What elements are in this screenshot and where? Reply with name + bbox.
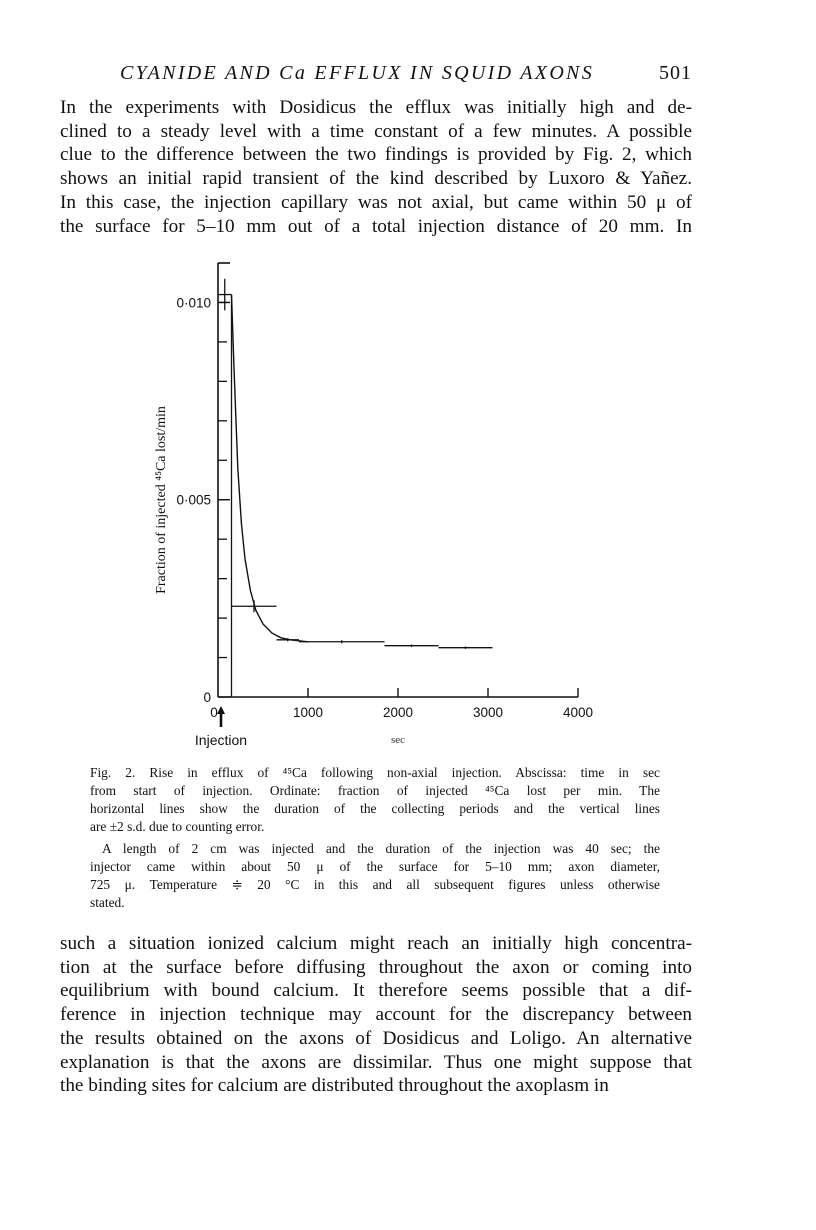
x-tick-label: 0 <box>210 705 218 720</box>
text-line: tion at the surface before diffusing throughout the axon or coming into <box>60 956 692 978</box>
text-line: the surface for 5–10 mm out of a total injection distance of 20 mm. In <box>60 215 692 237</box>
running-title: CYANIDE AND Ca EFFLUX IN SQUID AXONS <box>120 62 595 84</box>
text-line: In this case, the injection capillary was not axial, but came within 50 μ of <box>60 191 692 213</box>
injection-label: Injection <box>194 732 248 748</box>
caption-line: injector came within about 50 μ of the surface for 5–10 mm; axon diameter, <box>90 859 660 874</box>
caption-line: stated. <box>90 895 125 910</box>
x-tick-label: 3000 <box>472 705 504 720</box>
x-tick-label: 4000 <box>562 705 594 720</box>
page-header <box>60 62 692 90</box>
text-line: clined to a steady level with a time constant of a few minutes. A possible <box>60 120 692 142</box>
figure-2 <box>0 250 816 760</box>
x-axis-label: sec <box>390 734 406 746</box>
y-axis-label: Fraction of injected ⁴⁵Ca lost/min <box>154 406 169 594</box>
caption-line: from start of injection. Ordinate: fraction of injected ⁴⁵Ca lost per min. The <box>90 783 660 798</box>
caption-line: 725 μ. Temperature ≑ 20 °C in this and all subsequent figures unless otherwise <box>90 877 660 892</box>
fitted-curve <box>232 295 309 642</box>
text-line: shows an initial rapid transient of the kind described by Luxoro & Yañez. <box>60 168 692 190</box>
text-line: ference in injection technique may account for the discrepancy between <box>60 1004 692 1026</box>
x-tick-label: 2000 <box>382 705 414 720</box>
text-line: explanation is that the axons are dissimilar. Thus one might suppose that <box>60 1051 692 1073</box>
y-tick-label: 0·010 <box>176 295 211 311</box>
figure-caption <box>90 764 660 836</box>
caption-line: Fig. 2. Rise in efflux of ⁴⁵Ca following non-axial injection. Abscissa: time in sec <box>90 765 660 780</box>
text-line: In the experiments with Dosidicus the efflux was initially high and de- <box>60 97 692 118</box>
text-line: the binding sites for calcium are distributed throughout the axoplasm in <box>60 1075 609 1097</box>
y-tick-label: 0 <box>203 690 211 705</box>
body-paragraph-bottom <box>60 932 692 1098</box>
x-tick-label: 1000 <box>292 705 324 720</box>
caption-line: are ±2 s.d. due to counting error. <box>90 819 265 834</box>
text-line: such a situation ionized calcium might reach an initially high concentra- <box>60 933 692 954</box>
caption-line: horizontal lines show the duration of the collecting periods and the vertical lines <box>90 801 660 816</box>
text-line: clue to the difference between the two findings is provided by Fig. 2, which <box>60 144 692 166</box>
caption-line: A length of 2 cm was injected and the duration of the injection was 40 sec; the <box>102 841 660 856</box>
text-line: the results obtained on the axons of Dosidicus and Loligo. An alternative <box>60 1027 692 1049</box>
page-number: 501 <box>659 62 692 84</box>
figure-note <box>90 840 660 912</box>
y-tick-label: 0·005 <box>176 492 211 508</box>
body-paragraph-top <box>60 96 692 238</box>
text-line: equilibrium with bound calcium. It therefore seems possible that a dif- <box>60 980 692 1002</box>
injection-arrow-icon <box>217 706 225 714</box>
efflux-chart <box>0 250 816 760</box>
